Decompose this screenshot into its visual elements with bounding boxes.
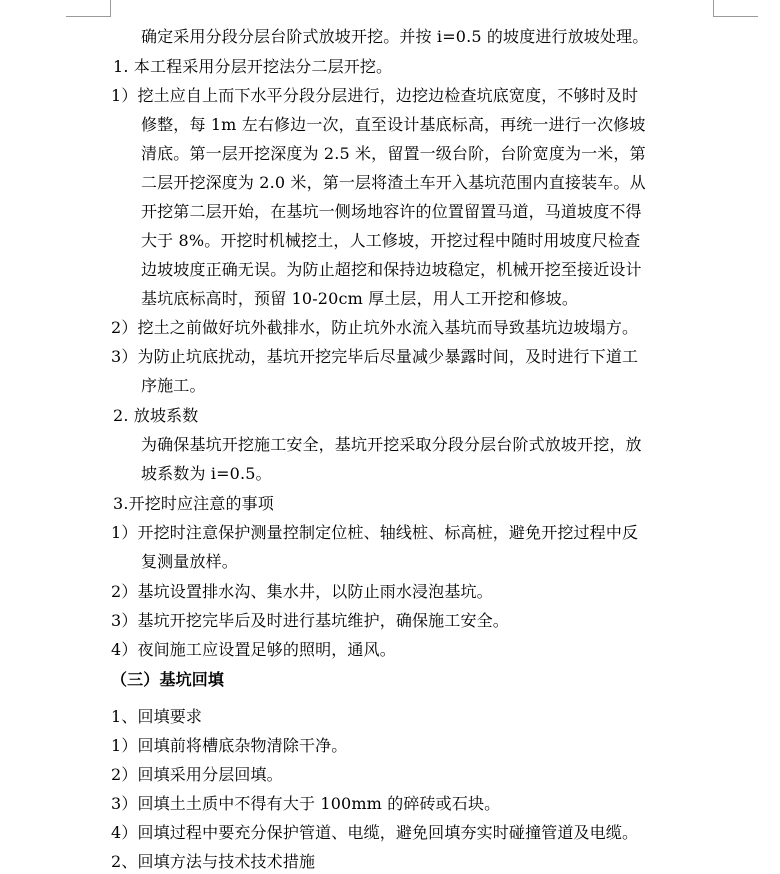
list-item: 3）回填土土质中不得有大于 100mm 的碎砖或石块。: [111, 794, 501, 813]
list-item: 1）挖土应自上而下水平分段分层进行，边挖边检查坑底宽度，不够时及时: [111, 86, 639, 105]
list-item: 1）开挖时注意保护测量控制定位桩、轴线桩、标高桩，避免开挖过程中反: [111, 523, 639, 542]
section-heading: 2. 放坡系数: [113, 406, 199, 425]
paragraph-line: 为确保基坑开挖施工安全，基坑开挖采取分段分层台阶式放坡开挖，放: [141, 435, 642, 454]
list-item: 1）回填前将槽底杂物清除干净。: [111, 736, 348, 755]
paragraph-line: 复测量放样。: [141, 552, 238, 571]
section-heading: 1. 本工程采用分层开挖法分二层开挖。: [113, 57, 393, 76]
list-item: 2）基坑设置排水沟、集水井，以防止雨水浸泡基坑。: [111, 582, 493, 601]
paragraph-line: 边坡坡度正确无误。为防止超挖和保持边坡稳定，机械开挖至接近设计: [141, 260, 642, 279]
list-item: 2）回填采用分层回填。: [111, 765, 283, 784]
paragraph-line: 清底。第一层开挖深度为 2.5 米，留置一级台阶，台阶宽度为一米，第: [141, 144, 646, 163]
list-item: 3）基坑开挖完毕后及时进行基坑维护，确保施工安全。: [111, 611, 509, 630]
page-corner-mark-right: [713, 0, 758, 17]
paragraph-line: 二层开挖深度为 2.0 米，第一层将渣土车开入基坑范围内直接装车。从: [141, 173, 646, 192]
paragraph-line: 坡系数为 i=0.5。: [141, 464, 272, 483]
paragraph-line: 修整，每 1m 左右修边一次，直至设计基底标高，再统一进行一次修坡: [141, 115, 646, 134]
list-item: 4）回填过程中要充分保护管道、电缆，避免回填夯实时碰撞管道及电缆。: [111, 823, 639, 842]
paragraph-line: 大于 8%。开挖时机械挖土，人工修坡，开挖过程中随时用坡度尺检查: [141, 231, 641, 250]
section-heading: 3.开挖时应注意的事项: [113, 494, 274, 513]
list-item: 2）挖土之前做好坑外截排水，防止坑外水流入基坑而导致基坑边坡塌方。: [111, 318, 639, 337]
section-heading: 1、回填要求: [111, 707, 203, 726]
paragraph-line: 确定采用分段分层台阶式放坡开挖。并按 i=0.5 的坡度进行放坡处理。: [141, 27, 649, 46]
paragraph-line: 开挖第二层开始，在基坑一侧场地容许的位置留置马道，马道坡度不得: [141, 202, 642, 221]
paragraph-line: 基坑底标高时，预留 10-20cm 厚土层，用人工开挖和修坡。: [141, 289, 579, 308]
page-corner-mark-left: [66, 0, 111, 17]
list-item: 3）为防止坑底扰动，基坑开挖完毕后尽量减少暴露时间，及时进行下道工: [111, 347, 639, 366]
paragraph-line: 序施工。: [141, 376, 206, 395]
chapter-heading: （三）基坑回填: [111, 670, 225, 689]
section-heading: 2、回填方法与技术技术措施: [111, 852, 316, 871]
list-item: 4）夜间施工应设置足够的照明，通风。: [111, 640, 396, 659]
